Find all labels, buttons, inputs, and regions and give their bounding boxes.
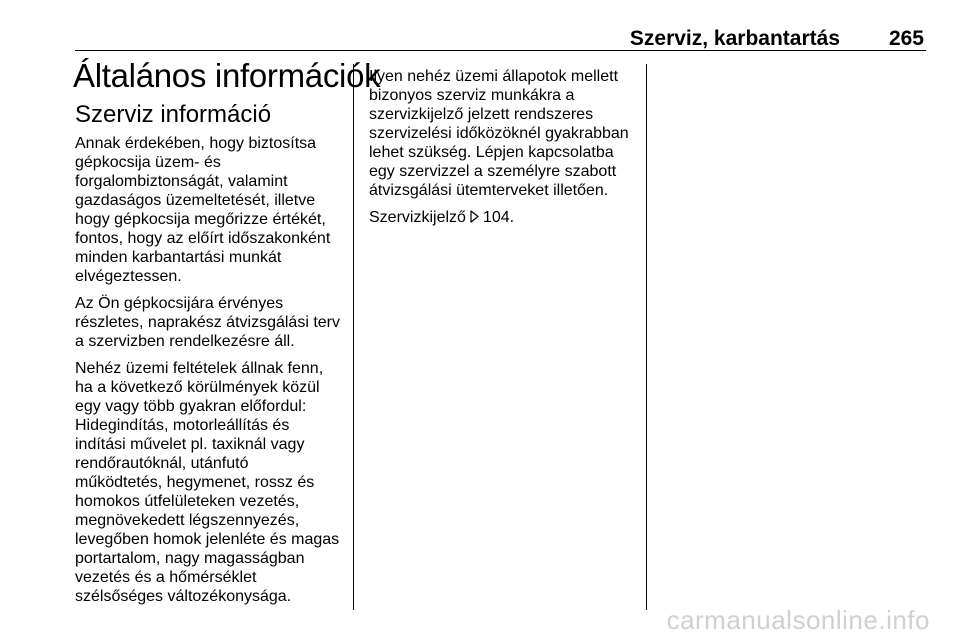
paragraph-maintenance-purpose: Annak érdekében, hogy biztosítsa gépkocsija üzem- és forgalombiztonságát, valamint gazdaságos üzemeltetését, illetve hogy gépkocsija megőrizze értékét, fontos, hogy az előírt időszakonként minden karbantartási munkát elvégeztessen.	[75, 135, 331, 285]
paragraph-service-intervals: Ilyen nehéz üzemi állapotok mellett bizonyos szerviz munkákra a szervizkijelző jelzett rendszeres szervizelési időközöknél gyakrabban lehet szükség. Lépjen kapcsolatba egy szervizzel a személyre szabott átvizsgálási ütemterveket illetően.	[369, 68, 629, 199]
subheading: Szerviz információ	[75, 101, 272, 128]
column-divider-right	[646, 64, 647, 610]
cross-reference-label: Szervizkijelző	[369, 209, 466, 226]
running-header	[75, 26, 926, 52]
watermark: carmanualsonline.info	[666, 605, 930, 635]
page-reference-arrow-icon	[470, 209, 479, 228]
section-heading: Általános információk	[73, 57, 381, 94]
cross-reference[interactable]	[369, 208, 639, 228]
paragraph-severe-conditions: Nehéz üzemi feltételek állnak fenn, ha a következő körülmények közül egy vagy több gyakran előfordul: Hidegindítás, motorleállítás és indítási művelet pl. taxiknál vagy rendőrautóknál, utánfutó működtetés, hegymenet, rossz és homokos útfelületeken vezetés, megnövekedett légszennyezés, levegőben homok jelenléte és magas portartalom, nagy magasságban vezetés és a hőmérséklet szélsőséges változékonysága.	[75, 360, 340, 605]
header-rule	[75, 50, 926, 51]
text-column-2	[369, 67, 639, 236]
text-column-1	[75, 134, 355, 614]
page-number: 265	[888, 27, 924, 50]
cross-reference-page: 104.	[482, 209, 515, 226]
header-title: Szerviz, karbantartás	[629, 27, 840, 50]
paragraph-inspection-plan: Az Ön gépkocsijára érvényes részletes, naprakész átvizsgálási terv a szervizben rendelkezésre áll.	[75, 295, 340, 350]
